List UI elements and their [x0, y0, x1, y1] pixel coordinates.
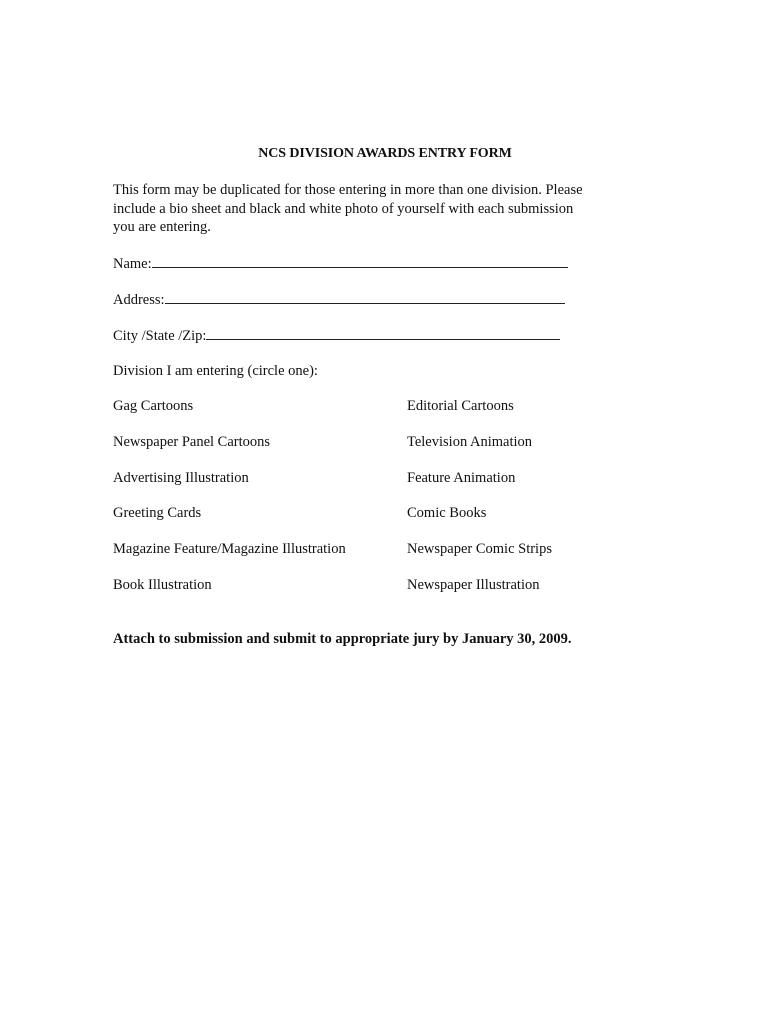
name-blank-line[interactable]: [152, 255, 568, 268]
form-instructions: This form may be duplicated for those entering in more than one division. Please include a bio sheet and black and white photo of yourself with each submission you are entering.: [113, 182, 583, 235]
division-option[interactable]: Greeting Cards: [113, 505, 202, 522]
address-field[interactable]: [113, 291, 565, 309]
submission-deadline-note: Attach to submission and submit to appropriate jury by January 30, 2009.: [113, 631, 572, 647]
division-row: [113, 577, 613, 613]
division-option[interactable]: Magazine Feature/Magazine Illustration: [113, 541, 346, 558]
division-row: [113, 505, 613, 541]
division-option[interactable]: Newspaper Illustration: [407, 576, 540, 593]
division-option[interactable]: Comic Books: [407, 505, 487, 522]
division-option[interactable]: Advertising Illustration: [113, 469, 249, 486]
address-blank-line[interactable]: [165, 291, 565, 304]
city-state-zip-field[interactable]: [113, 327, 560, 345]
city-state-zip-label: City /State /Zip:: [113, 328, 207, 344]
name-field[interactable]: [113, 255, 568, 273]
name-label: Name:: [113, 256, 152, 272]
division-option[interactable]: Television Animation: [407, 433, 533, 450]
division-option[interactable]: Book Illustration: [113, 576, 212, 593]
city-state-zip-blank-line[interactable]: [206, 327, 560, 340]
division-option[interactable]: Newspaper Panel Cartoons: [113, 433, 271, 450]
division-prompt: Division I am entering (circle one):: [113, 363, 318, 379]
division-option[interactable]: Newspaper Comic Strips: [407, 541, 552, 558]
address-label: Address:: [113, 292, 165, 308]
division-option[interactable]: Feature Animation: [407, 469, 516, 486]
division-option[interactable]: Gag Cartoons: [113, 398, 194, 414]
form-title: NCS DIVISION AWARDS ENTRY FORM: [258, 146, 512, 161]
division-row: [113, 470, 613, 506]
division-option[interactable]: Editorial Cartoons: [407, 398, 514, 414]
division-row: [113, 434, 613, 470]
division-row: [113, 398, 613, 434]
division-row: [113, 541, 613, 577]
division-options: [113, 398, 613, 613]
